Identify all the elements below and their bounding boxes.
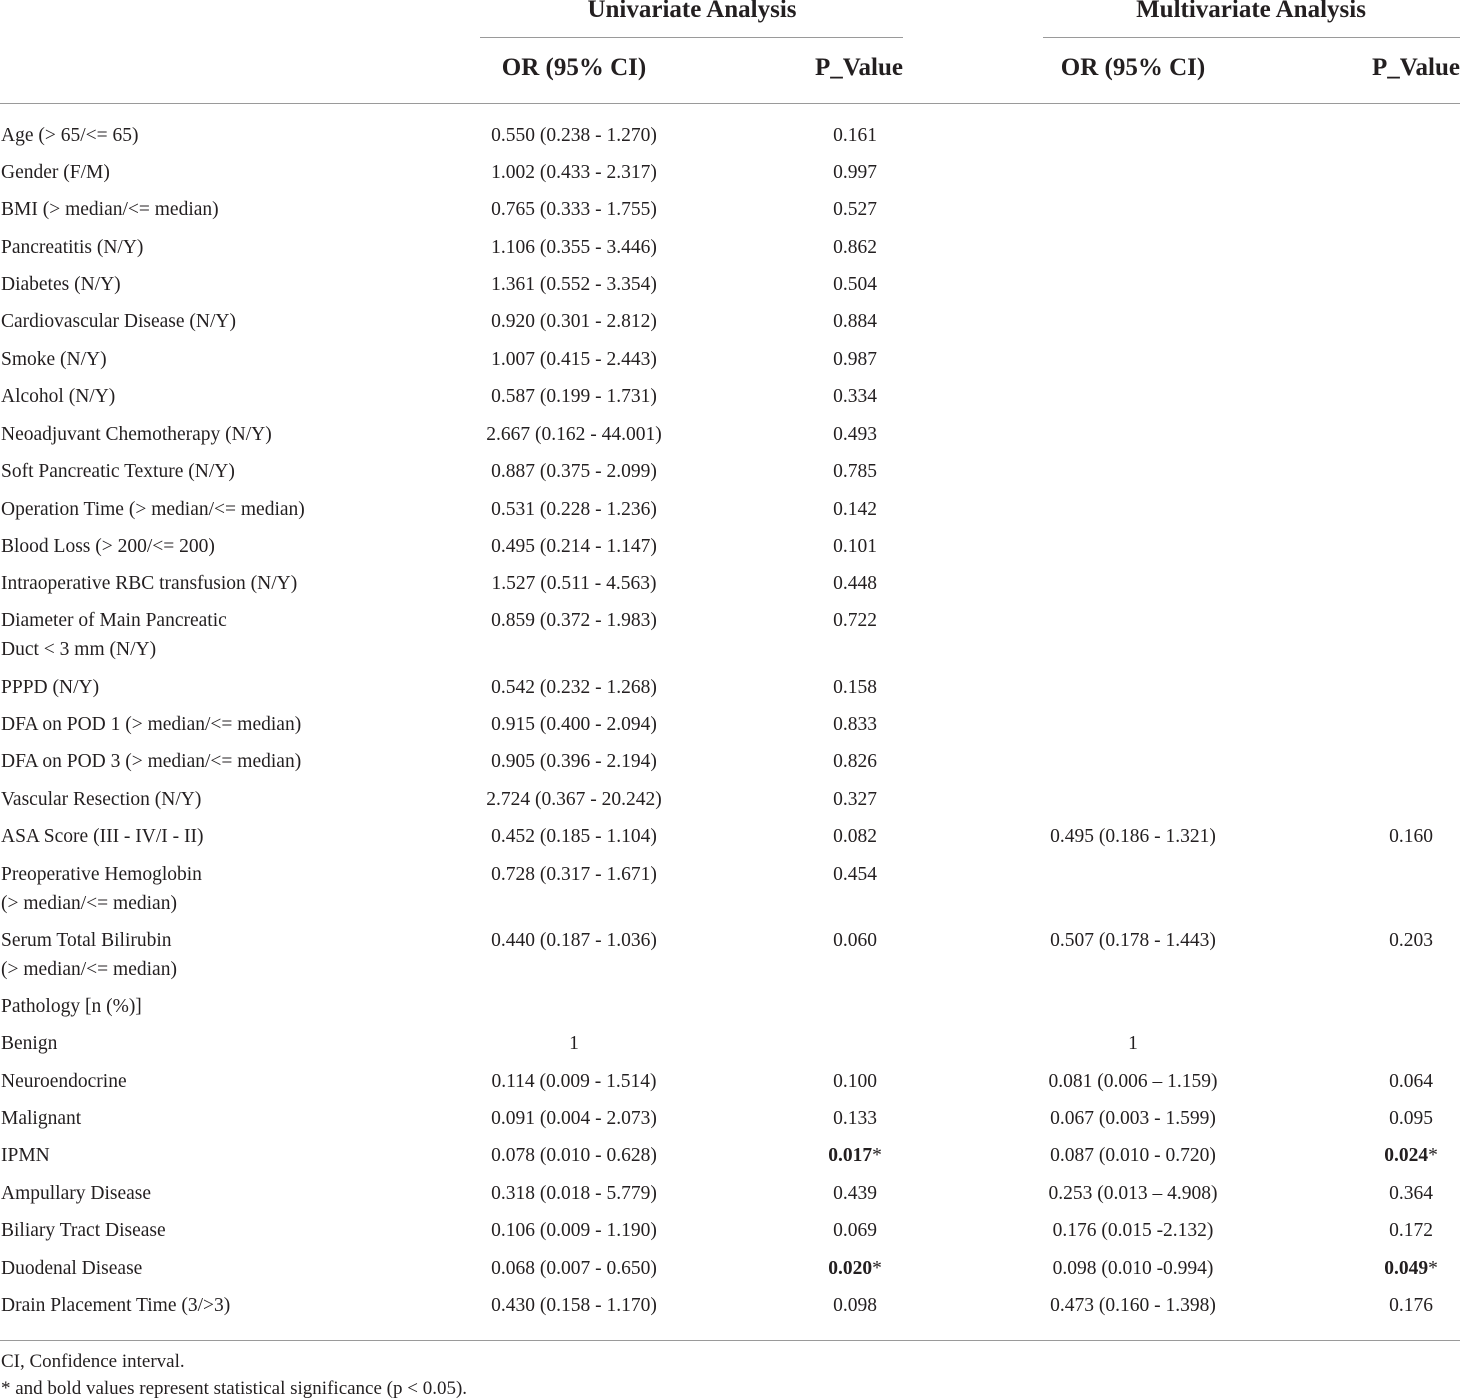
u-or-cell: 1.002 (0.433 - 2.317)	[491, 162, 657, 183]
row-label: PPPD (N/Y)	[1, 677, 100, 698]
row-label: Neoadjuvant Chemotherapy (N/Y)	[1, 424, 272, 445]
u-p-cell: 0.862	[833, 237, 877, 258]
multivariate-or-header: OR (95% CI)	[1060, 54, 1206, 81]
significance-marker: *	[1428, 1258, 1438, 1279]
significant-value: 0.020	[828, 1258, 873, 1279]
u-p-cell: 0.082	[833, 826, 877, 847]
u-p-cell: 0.334	[833, 386, 877, 407]
u-p-cell: 0.133	[833, 1108, 877, 1129]
m-p-cell: 0.203	[1389, 930, 1433, 951]
u-or-cell: 0.452 (0.185 - 1.104)	[491, 826, 657, 847]
row-label: Serum Total Bilirubin	[1, 930, 172, 951]
u-or-cell: 1	[569, 1033, 579, 1054]
row-label: Drain Placement Time (3/>3)	[1, 1295, 231, 1316]
row-label: Alcohol (N/Y)	[1, 386, 116, 407]
row-label: (> median/<= median)	[1, 893, 177, 914]
u-p-cell: 0.987	[833, 349, 877, 370]
m-p-cell: 0.172	[1389, 1220, 1433, 1241]
row-label: Malignant	[1, 1108, 82, 1129]
row-label: Neuroendocrine	[1, 1071, 127, 1092]
u-or-cell: 0.920 (0.301 - 2.812)	[491, 311, 657, 332]
u-or-cell: 1.007 (0.415 - 2.443)	[491, 349, 657, 370]
u-or-cell: 1.361 (0.552 - 3.354)	[491, 274, 657, 295]
footnote-significance: * and bold values represent statistical significance (p < 0.05).	[1, 1378, 468, 1399]
header-rule	[0, 103, 1460, 104]
univariate-p-header: P_Value	[815, 54, 903, 81]
u-p-cell: 0.826	[833, 751, 877, 772]
multivariate-p-header: P_Value	[1372, 54, 1460, 81]
u-p-cell: 0.722	[833, 610, 877, 631]
u-p-cell: 0.161	[833, 125, 877, 146]
m-or-cell: 0.087 (0.010 - 0.720)	[1050, 1145, 1216, 1166]
row-label: Smoke (N/Y)	[1, 349, 107, 370]
u-or-cell: 0.905 (0.396 - 2.194)	[491, 751, 657, 772]
u-or-cell: 0.318 (0.018 - 5.779)	[491, 1183, 657, 1204]
m-or-cell: 0.176 (0.015 -2.132)	[1052, 1220, 1214, 1241]
m-p-cell: 0.064	[1389, 1071, 1433, 1092]
row-label: DFA on POD 3 (> median/<= median)	[1, 751, 302, 772]
significance-marker: *	[872, 1145, 882, 1166]
u-or-cell: 2.667 (0.162 - 44.001)	[486, 424, 662, 445]
row-label: Intraoperative RBC transfusion (N/Y)	[1, 573, 298, 594]
multivariate-header: Multivariate Analysis	[1136, 0, 1366, 23]
u-p-cell: 0.527	[833, 199, 877, 220]
row-label: Vascular Resection (N/Y)	[1, 789, 202, 810]
u-or-cell: 0.078 (0.010 - 0.628)	[491, 1145, 657, 1166]
m-or-cell: 0.098 (0.010 -0.994)	[1052, 1258, 1214, 1279]
u-or-cell: 0.068 (0.007 - 0.650)	[491, 1258, 657, 1279]
row-label: Cardiovascular Disease (N/Y)	[1, 311, 236, 332]
u-or-cell: 0.728 (0.317 - 1.671)	[491, 864, 657, 885]
significant-value: 0.017	[828, 1145, 873, 1166]
row-label: Duct < 3 mm (N/Y)	[1, 639, 157, 660]
significant-value: 0.049	[1384, 1258, 1429, 1279]
m-p-cell: 0.095	[1389, 1108, 1433, 1129]
footnote-ci: CI, Confidence interval.	[1, 1351, 185, 1372]
u-or-cell: 0.915 (0.400 - 2.094)	[491, 714, 657, 735]
u-or-cell: 0.091 (0.004 - 2.073)	[491, 1108, 657, 1129]
row-label: BMI (> median/<= median)	[1, 199, 219, 220]
u-p-cell: 0.785	[833, 461, 877, 482]
row-label: Diameter of Main Pancreatic	[1, 610, 227, 631]
m-or-cell: 0.067 (0.003 - 1.599)	[1050, 1108, 1216, 1129]
u-or-cell: 0.542 (0.232 - 1.268)	[491, 677, 657, 698]
u-p-cell: 0.448	[833, 573, 877, 594]
u-or-cell: 1.527 (0.511 - 4.563)	[491, 573, 657, 594]
u-p-cell: 0.101	[833, 536, 877, 557]
u-p-cell: 0.098	[833, 1295, 877, 1316]
u-p-cell: 0.100	[833, 1071, 877, 1092]
row-label: Age (> 65/<= 65)	[1, 125, 139, 146]
u-or-cell: 0.106 (0.009 - 1.190)	[491, 1220, 657, 1241]
significance-marker: *	[1428, 1145, 1438, 1166]
u-or-cell: 0.587 (0.199 - 1.731)	[491, 386, 657, 407]
row-label: Pathology [n (%)]	[1, 996, 142, 1017]
multivariate-underline	[1043, 37, 1460, 38]
univariate-underline	[480, 37, 903, 38]
u-or-cell: 1.106 (0.355 - 3.446)	[491, 237, 657, 258]
u-p-cell: 0.997	[833, 162, 877, 183]
row-label: Benign	[1, 1033, 58, 1054]
u-p-cell	[828, 1255, 882, 1283]
u-or-cell: 0.887 (0.375 - 2.099)	[491, 461, 657, 482]
row-label: Soft Pancreatic Texture (N/Y)	[1, 461, 235, 482]
row-label: Ampullary Disease	[1, 1183, 152, 1204]
significance-marker: *	[872, 1258, 882, 1279]
u-p-cell: 0.504	[833, 274, 877, 295]
row-label: Biliary Tract Disease	[1, 1220, 166, 1241]
row-label: (> median/<= median)	[1, 959, 177, 980]
bottom-rule	[0, 1340, 1460, 1341]
row-label: ASA Score (III - IV/I - II)	[1, 826, 204, 847]
u-p-cell: 0.142	[833, 499, 877, 520]
row-label: DFA on POD 1 (> median/<= median)	[1, 714, 302, 735]
u-or-cell: 0.430 (0.158 - 1.170)	[491, 1295, 657, 1316]
u-p-cell: 0.069	[833, 1220, 877, 1241]
u-p-cell: 0.060	[833, 930, 877, 951]
m-p-cell	[1384, 1255, 1438, 1283]
row-label: Preoperative Hemoglobin	[1, 864, 202, 885]
u-p-cell: 0.454	[833, 864, 877, 885]
u-or-cell: 0.550 (0.238 - 1.270)	[491, 125, 657, 146]
u-or-cell: 0.114 (0.009 - 1.514)	[491, 1071, 657, 1092]
u-p-cell: 0.158	[833, 677, 877, 698]
u-p-cell: 0.327	[833, 789, 877, 810]
m-p-cell: 0.160	[1389, 826, 1433, 847]
m-or-cell: 0.473 (0.160 - 1.398)	[1050, 1295, 1216, 1316]
row-label: Diabetes (N/Y)	[1, 274, 121, 295]
row-label: Pancreatitis (N/Y)	[1, 237, 144, 258]
row-label: Operation Time (> median/<= median)	[1, 499, 305, 520]
u-p-cell: 0.439	[833, 1183, 877, 1204]
m-p-cell: 0.176	[1389, 1295, 1433, 1316]
u-or-cell: 0.859 (0.372 - 1.983)	[491, 610, 657, 631]
m-or-cell: 0.507 (0.178 - 1.443)	[1050, 930, 1216, 951]
m-p-cell: 0.364	[1389, 1183, 1433, 1204]
u-or-cell: 0.531 (0.228 - 1.236)	[491, 499, 657, 520]
univariate-header: Univariate Analysis	[587, 0, 797, 23]
u-or-cell: 0.440 (0.187 - 1.036)	[491, 930, 657, 951]
significant-value: 0.024	[1384, 1145, 1429, 1166]
row-label: IPMN	[1, 1145, 50, 1166]
u-p-cell: 0.493	[833, 424, 877, 445]
m-or-cell: 0.253 (0.013 – 4.908)	[1048, 1183, 1218, 1204]
m-or-cell: 0.081 (0.006 – 1.159)	[1048, 1071, 1218, 1092]
row-label: Blood Loss (> 200/<= 200)	[1, 536, 215, 557]
u-p-cell: 0.884	[833, 311, 877, 332]
row-label: Duodenal Disease	[1, 1258, 143, 1279]
m-p-cell	[1384, 1142, 1438, 1170]
u-p-cell	[828, 1142, 882, 1170]
u-or-cell: 2.724 (0.367 - 20.242)	[486, 789, 662, 810]
m-or-cell: 0.495 (0.186 - 1.321)	[1050, 826, 1216, 847]
row-label: Gender (F/M)	[1, 162, 110, 183]
u-or-cell: 0.495 (0.214 - 1.147)	[491, 536, 657, 557]
u-or-cell: 0.765 (0.333 - 1.755)	[491, 199, 657, 220]
univariate-or-header: OR (95% CI)	[501, 54, 647, 81]
m-or-cell: 1	[1128, 1033, 1138, 1054]
u-p-cell: 0.833	[833, 714, 877, 735]
